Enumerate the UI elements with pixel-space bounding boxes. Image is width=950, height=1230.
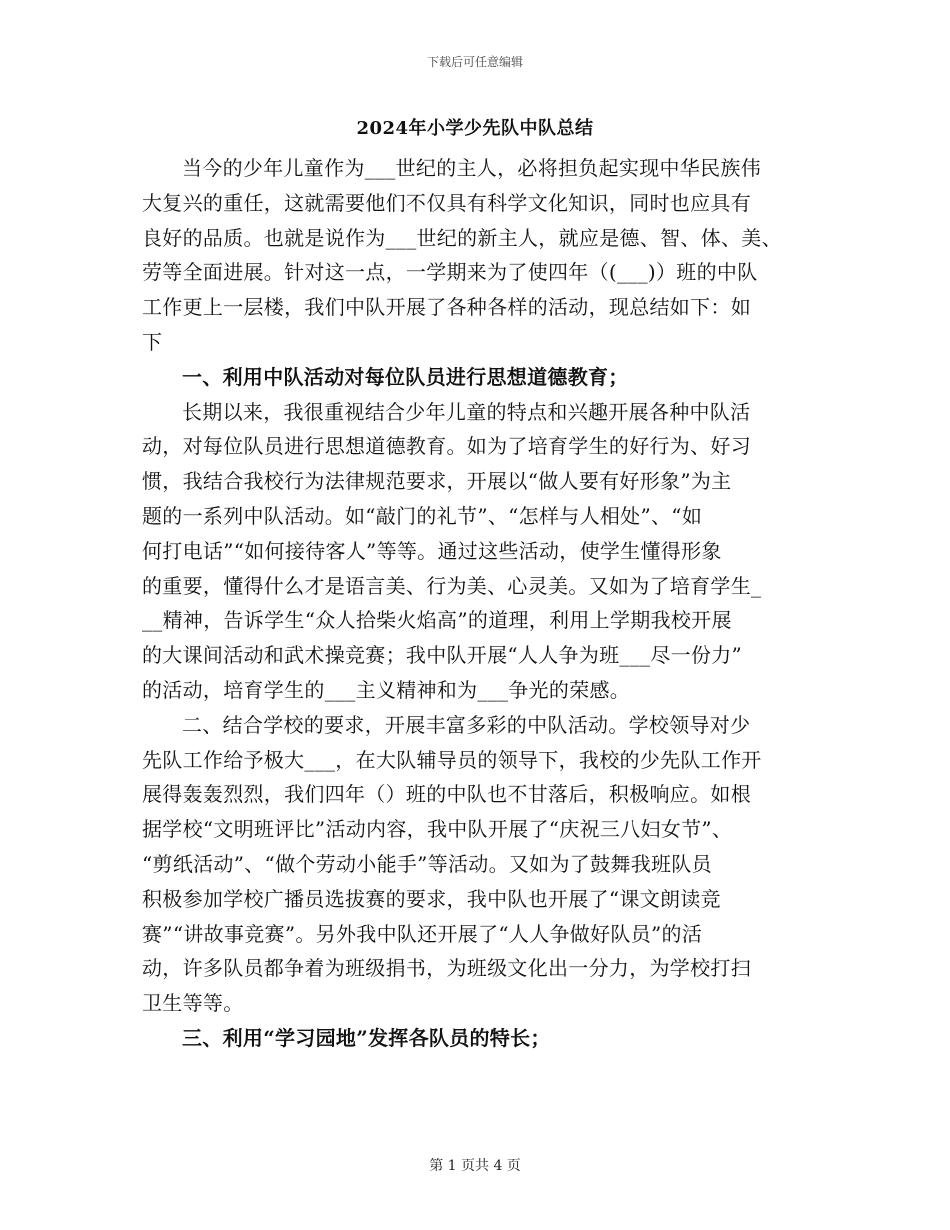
paragraph-line: 惯，我结合我校行为法律规范要求，开展以“做人要有好形象”为主: [142, 469, 732, 494]
paragraph-line: “剪纸活动”、“做个劳动小能手”等活动。又如为了鼓舞我班队员: [142, 852, 712, 876]
paragraph-line: 动，对每位队员进行思想道德教育。如为了培育学生的好行为、好习: [142, 434, 751, 459]
paragraph-line: 大复兴的重任，这就需要他们不仅具有科学文化知识，同时也应具有: [142, 190, 751, 215]
page-footer: 第 1 页共 4 页: [429, 1158, 521, 1174]
section-heading: 一、利用中队活动对每位队员进行思想道德教育；: [182, 364, 629, 389]
paragraph-line: 展得轰轰烈烈，我们四年（）班的中队也不甘落后，积极响应。如根: [142, 782, 751, 807]
paragraph-line: 动，许多队员都争着为班级捐书，为班级文化出一分力，为学校打扫: [142, 956, 751, 981]
paragraph-line: 劳等全面进展。针对这一点，一学期来为了使四年（(___)）班的中队: [142, 260, 758, 285]
paragraph-line: 下: [142, 330, 163, 354]
paragraph-line: 据学校“文明班评比”活动内容，我中队开展了“庆祝三八妇女节”、: [142, 817, 733, 842]
paragraph-line: 卫生等等。: [142, 991, 244, 1016]
paragraph-line: 赛”“讲故事竞赛”。另外我中队还开展了“人人争做好队员”的活: [142, 921, 703, 946]
paragraph-line: 二、结合学校的要求，开展丰富多彩的中队活动。学校领导对少: [182, 712, 751, 737]
section-heading: 三、利用“学习园地”发挥各队员的特长；: [182, 1026, 551, 1050]
paragraph-line: 的大课间活动和武术操竞赛；我中队开展“人人争为班___尽一份力”: [142, 643, 743, 668]
paragraph-line: 工作更上一层楼，我们中队开展了各种各样的活动，现总结如下：如: [142, 295, 751, 320]
paragraph-line: 何打电话”“如何接待客人”等等。通过这些活动，使学生懂得形象: [142, 538, 722, 563]
paragraph-line: 良好的品质。也就是说作为___世纪的新主人，就应是德、智、体、美、: [142, 225, 782, 250]
document-title: 2024年小学少先队中队总结: [356, 118, 594, 139]
paragraph-line: 积极参加学校广播员选拔赛的要求，我中队也开展了“课文朗读竞: [142, 886, 721, 911]
paragraph-line: 当今的少年儿童作为___世纪的主人，必将担负起实现中华民族伟: [182, 156, 761, 180]
paragraph-line: 的活动，培育学生的___主义精神和为___争光的荣感。: [142, 678, 631, 702]
paragraph-line: 先队工作给予极大___，在大队辅导员的领导下，我校的少先队工作开: [142, 747, 762, 772]
paragraph-line: 的重要，懂得什么才是语言美、行为美、心灵美。又如为了培育学生_: [142, 573, 762, 598]
page-header: 下载后可任意编辑: [426, 55, 523, 69]
paragraph-line: 长期以来，我很重视结合少年儿童的特点和兴趣开展各种中队活: [182, 399, 751, 424]
paragraph-line: 题的一系列中队活动。如“敲门的礼节”、“怎样与人相处”、“如: [142, 504, 703, 528]
paragraph-line: __精神，告诉学生“众人拾柴火焰高”的道理，利用上学期我校开展: [142, 608, 732, 633]
